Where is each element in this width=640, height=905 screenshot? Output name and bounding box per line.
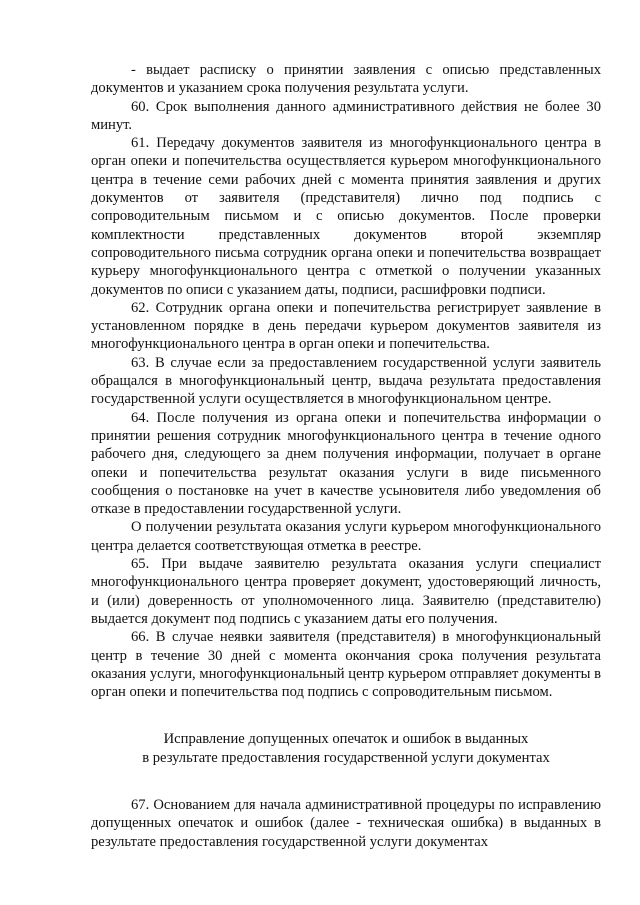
paragraph-courier-note: О получении результата оказания услуги курьером многофункционального центра делается соответствующая отметка в реестре. <box>91 519 601 554</box>
section-heading-line-1: Исправление допущенных опечаток и ошибок в выданных <box>163 731 529 748</box>
document-page <box>91 61 601 851</box>
paragraph-67: 67. Основанием для начала административной процедуры по исправлению допущенных опечаток и ошибок (далее - техническая ошибка) в выданных в результате предоставления государственной услуги документах <box>91 796 601 850</box>
paragraph-65: 65. При выдаче заявителю результата оказания услуги специалист многофункционального центра проверяет документ, удостоверяющий личность, и (или) доверенность от уполномоченного лица. Заявителю (представителю) выдается документ под подпись с указанием даты его получения. <box>91 556 601 627</box>
paragraph-62: 62. Сотрудник органа опеки и попечительства регистрирует заявление в установленном порядке в день передачи курьером документов заявителя из многофункционального центра в орган опеки и попечительства. <box>91 299 601 353</box>
paragraph-63: 63. В случае если за предоставлением государственной услуги заявитель обращался в многофункциональный центр, выдача результата предоставления государственной услуги осуществляется в многофункциональном центре. <box>91 354 601 408</box>
paragraph-66: 66. В случае неявки заявителя (представителя) в многофункциональный центр в течение 30 дней с момента окончания срока получения результата оказания услуги, многофункциональный центр курьером отправляет документы в орган опеки и попечительства под подпись с сопроводительным письмом. <box>91 629 601 701</box>
section-heading <box>91 730 601 767</box>
section-heading-line-2: в результате предоставления государственной услуги документах <box>142 749 550 766</box>
paragraph-61: 61. Передачу документов заявителя из многофункционального центра в орган опеки и попечительства осуществляется курьером многофункционального центра в течение семи рабочих дней с момента принятия заявления и других документов от заявителя (представителя) лично под подпись с сопроводительным письмом и с описью документов. После проверки комплектности представленных документов второй экземпляр сопроводительного письма сотрудник органа опеки и попечительства возвращает курьеру многофункционального центра с отметкой о получении указанных документов по описи с указанием даты, подписи, расшифровки подписи. <box>91 135 601 298</box>
paragraph-60: 60. Срок выполнения данного административного действия не более 30 минут. <box>91 98 601 133</box>
paragraph-receipt: - выдает расписку о принятии заявления с описью представленных документов и указанием срока получения результата услуги. <box>91 62 601 97</box>
paragraph-64: 64. После получения из органа опеки и попечительства информации о принятии решения сотрудник многофункционального центра в течение одного рабочего дня, следующего за днем получения информации, получает в органе опеки и попечительства результат оказания услуги в виде письменного сообщения о постановке на учет в качестве усыновителя либо уведомления об отказе в предоставлении государственной услуги. <box>91 409 601 518</box>
